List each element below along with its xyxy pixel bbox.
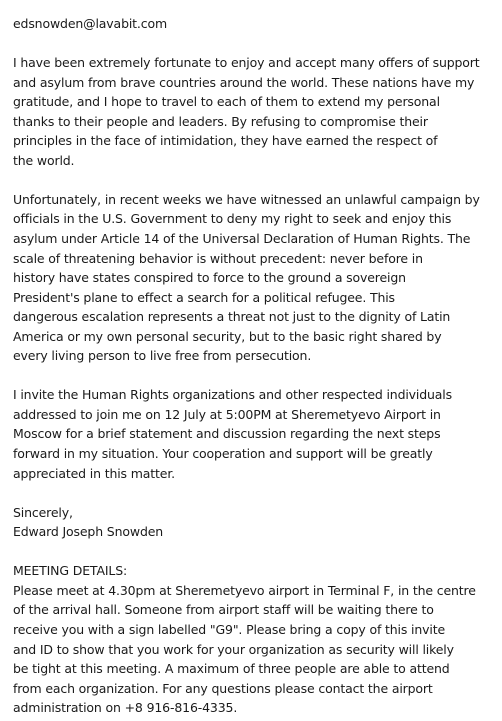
paragraph-asylum-thanks [13,53,499,170]
text-line: Please meet at 4.30pm at Sheremetyevo airport in Terminal F, in the centre [13,582,476,598]
text-line: and ID to show that you work for your organization as security will likely [13,641,454,657]
text-line: thanks to their people and leaders. By refusing to compromise their [13,113,428,129]
text-line: President's plane to effect a search for a political refugee. This [13,289,395,305]
spacer [13,34,499,54]
closing-salutation: Sincerely, [13,504,73,520]
text-line: dangerous escalation represents a threat not just to the dignity of Latin [13,309,451,325]
paragraph-campaign [13,190,499,366]
signature-block [13,503,499,542]
text-line: America or my own personal security, but to the basic right shared by [13,328,442,344]
text-line: and asylum from brave countries around the world. These nations have my [13,74,475,90]
text-line: officials in the U.S. Government to deny my right to seek and enjoy this [13,211,452,227]
text-line: of the arrival hall. Someone from airport staff will be waiting there to [13,602,434,618]
text-line: asylum under Article 14 of the Universal Declaration of Human Rights. The [13,231,471,247]
text-line: Unfortunately, in recent weeks we have witnessed an unlawful campaign by [13,191,480,207]
text-line: Moscow for a brief statement and discussion regarding the next steps [13,426,441,442]
text-line: forward in my situation. Your cooperation and support will be greatly [13,446,433,462]
meeting-details [13,561,499,717]
text-line: be tight at this meeting. A maximum of three people are able to attend [13,661,450,677]
text-line: principles in the face of intimidation, they have earned the respect of [13,133,438,149]
signature-name: Edward Joseph Snowden [13,524,164,540]
spacer [13,483,499,503]
text-line: scale of threatening behavior is without precedent: never before in [13,250,423,266]
meeting-heading: MEETING DETAILS: [13,563,128,579]
text-line: gratitude, and I hope to travel to each of them to extend my personal [13,94,440,110]
email-body [13,14,499,718]
spacer [13,170,499,190]
spacer [13,542,499,562]
paragraph-invitation [13,385,499,483]
spacer [13,366,499,386]
sender-email: edsnowden@lavabit.com [13,16,167,31]
text-line: the world. [13,152,75,168]
text-line: history have states conspired to force to the ground a sovereign [13,270,406,286]
text-line: from each organization. For any questions please contact the airport [13,680,433,696]
text-line: I invite the Human Rights organizations and other respected individuals [13,387,452,403]
text-line: receive you with a sign labelled "G9". Please bring a copy of this invite [13,621,446,637]
text-line: administration on +8 916-816-4335. [13,700,238,716]
text-line: I have been extremely fortunate to enjoy and accept many offers of support [13,55,480,71]
text-line: addressed to join me on 12 July at 5:00PM at Sheremetyevo Airport in [13,406,441,422]
text-line: appreciated in this matter. [13,465,175,481]
text-line: every living person to live free from persecution. [13,348,312,364]
